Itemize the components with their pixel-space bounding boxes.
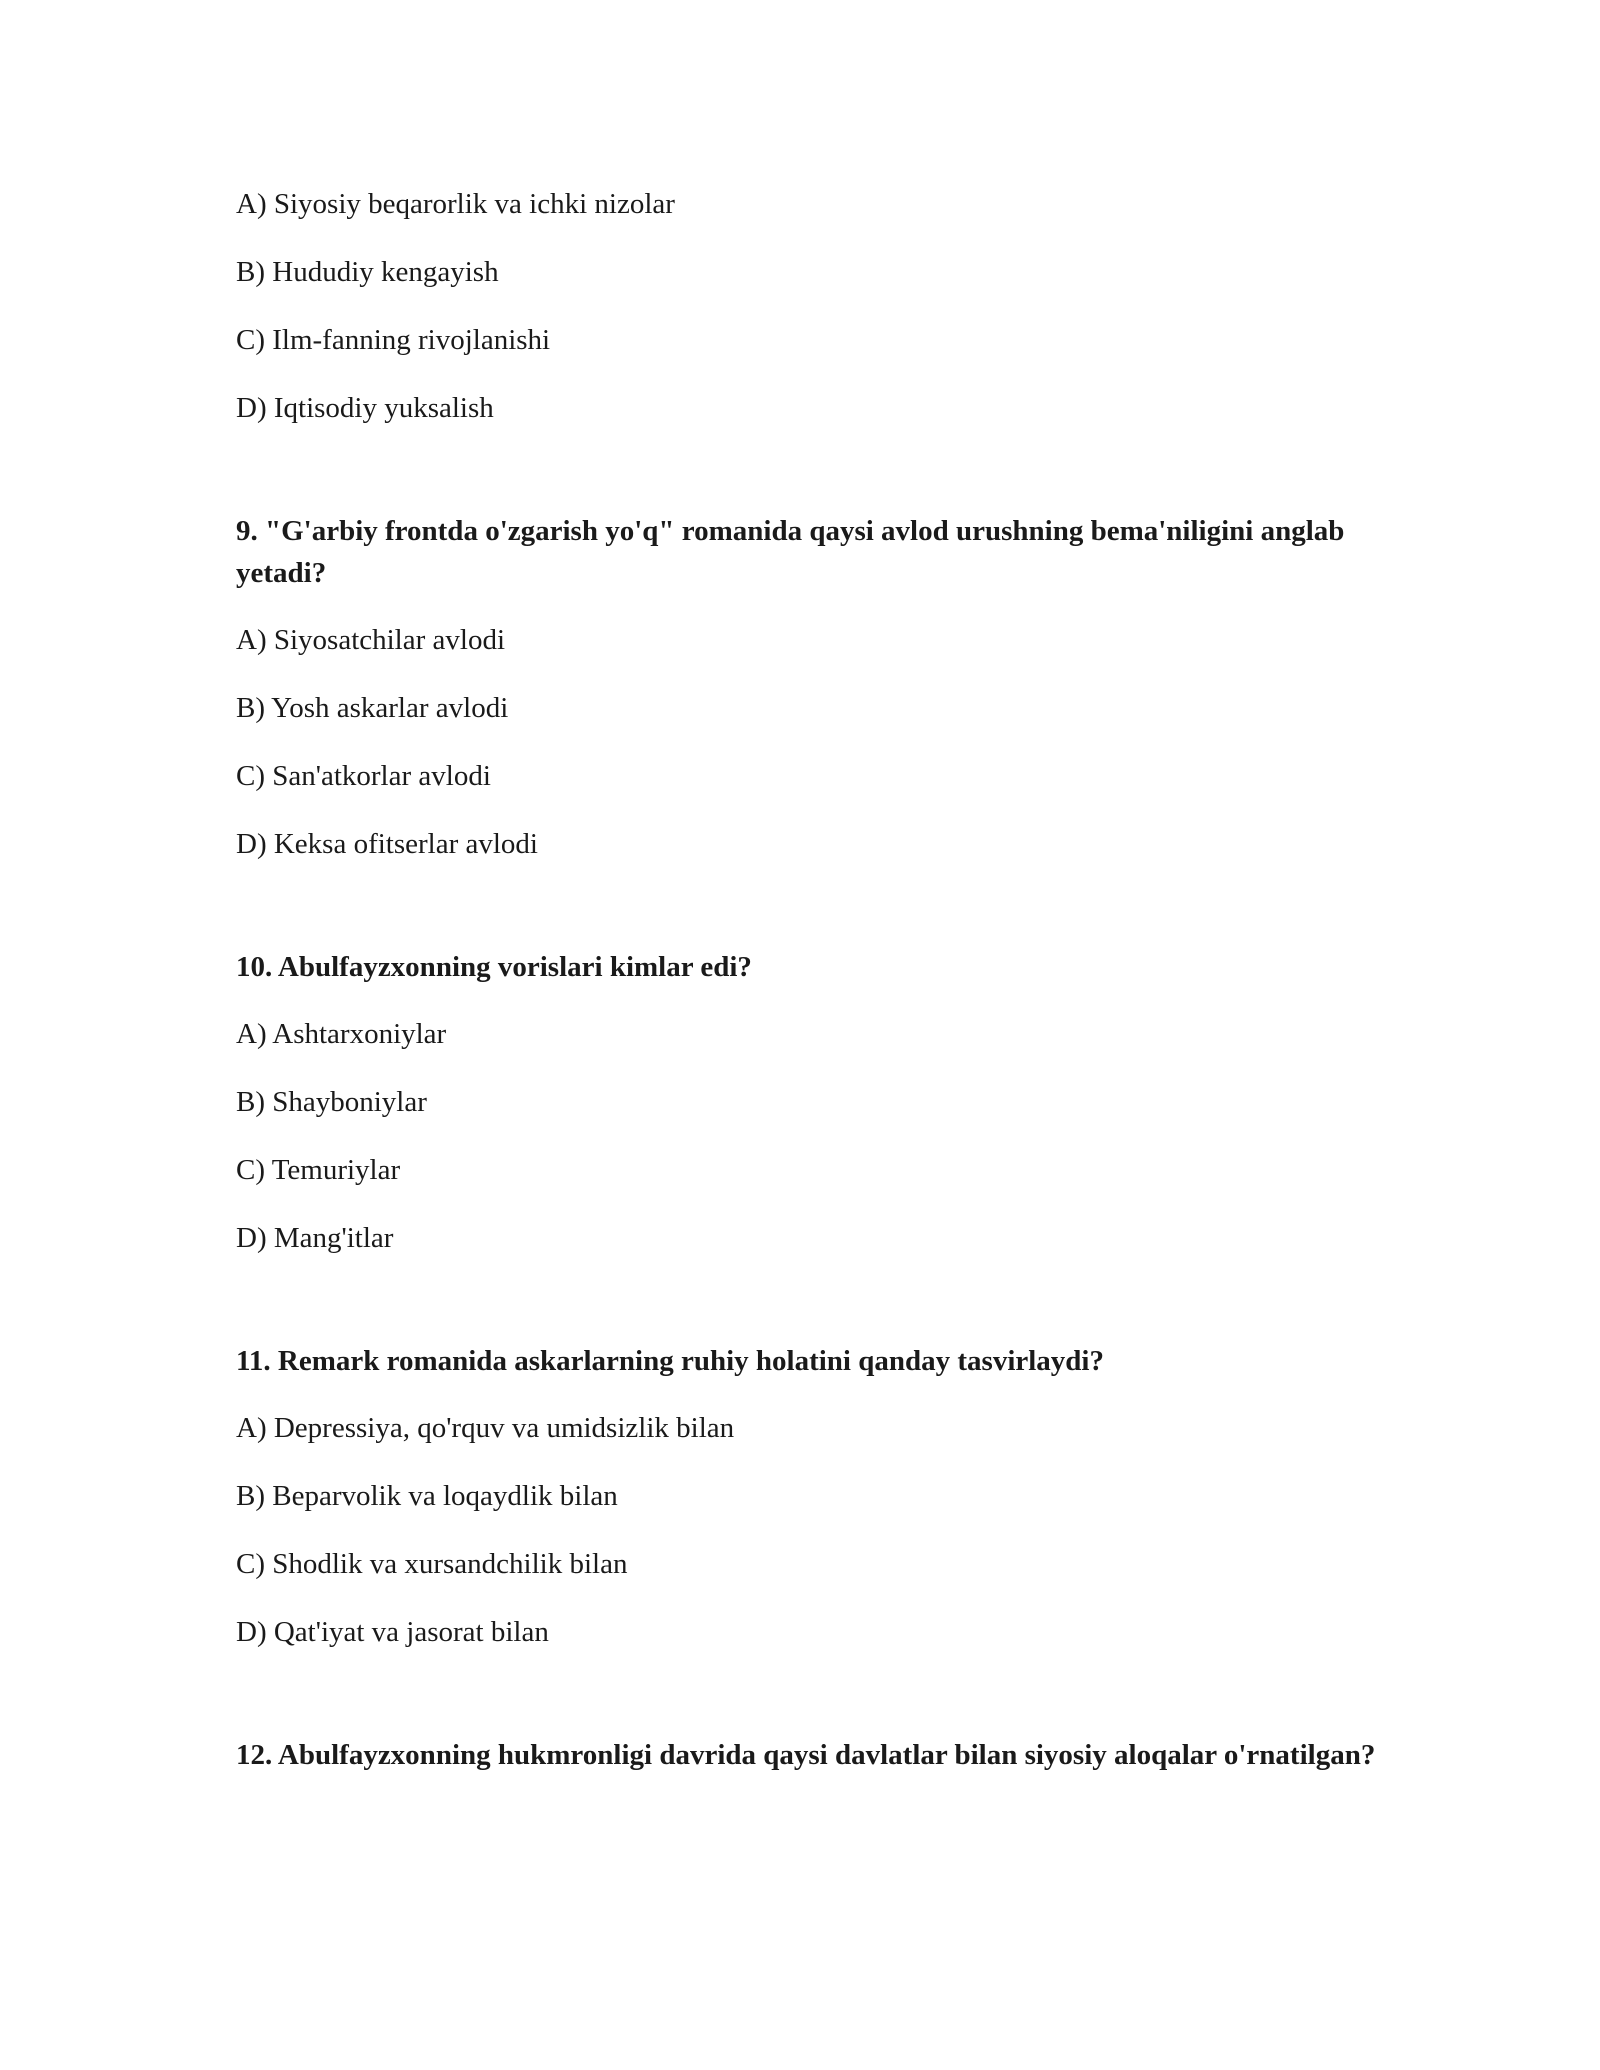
option-a: A) Siyosatchilar avlodi bbox=[236, 624, 506, 656]
document-page bbox=[236, 184, 1386, 1802]
option-a: A) Depressiya, qo'rquv va umidsizlik bilan bbox=[236, 1412, 735, 1444]
option-d: D) Iqtisodiy yuksalish bbox=[236, 392, 494, 424]
option-c: C) Temuriylar bbox=[236, 1154, 401, 1186]
question-text: 10. Abulfayzxonning vorislari kimlar edi? bbox=[236, 951, 752, 983]
question-block-10 bbox=[236, 946, 1386, 1258]
block-spacer bbox=[236, 428, 1386, 510]
option-d: D) Keksa ofitserlar avlodi bbox=[236, 828, 538, 860]
question-block-12 bbox=[236, 1734, 1386, 1776]
option-a: A) Siyosiy beqarorlik va ichki nizolar bbox=[236, 188, 675, 220]
block-spacer bbox=[236, 864, 1386, 946]
question-block-11 bbox=[236, 1340, 1386, 1652]
question-text: 9. "G'arbiy frontda o'zgarish yo'q" romanida qaysi avlod urushning bema'niligini anglab yetadi? bbox=[236, 515, 1345, 589]
option-c: C) San'atkorlar avlodi bbox=[236, 760, 491, 792]
option-b: B) Shayboniylar bbox=[236, 1086, 427, 1118]
option-d: D) Mang'itlar bbox=[236, 1222, 394, 1254]
option-d: D) Qat'iyat va jasorat bilan bbox=[236, 1616, 549, 1648]
question-block-9 bbox=[236, 510, 1386, 864]
option-b: B) Yosh askarlar avlodi bbox=[236, 692, 509, 724]
block-spacer bbox=[236, 1258, 1386, 1340]
question-block-8-continued bbox=[236, 184, 1386, 428]
block-spacer bbox=[236, 1652, 1386, 1734]
option-a: A) Ashtarxoniylar bbox=[236, 1018, 447, 1050]
question-text: 12. Abulfayzxonning hukmronligi davrida qaysi davlatlar bilan siyosiy aloqalar o'rnatilgan? bbox=[236, 1739, 1376, 1771]
option-b: B) Hududiy kengayish bbox=[236, 256, 499, 288]
option-c: C) Ilm-fanning rivojlanishi bbox=[236, 324, 551, 356]
option-b: B) Beparvolik va loqaydlik bilan bbox=[236, 1480, 618, 1512]
option-c: C) Shodlik va xursandchilik bilan bbox=[236, 1548, 628, 1580]
question-text: 11. Remark romanida askarlarning ruhiy holatini qanday tasvirlaydi? bbox=[236, 1345, 1104, 1377]
